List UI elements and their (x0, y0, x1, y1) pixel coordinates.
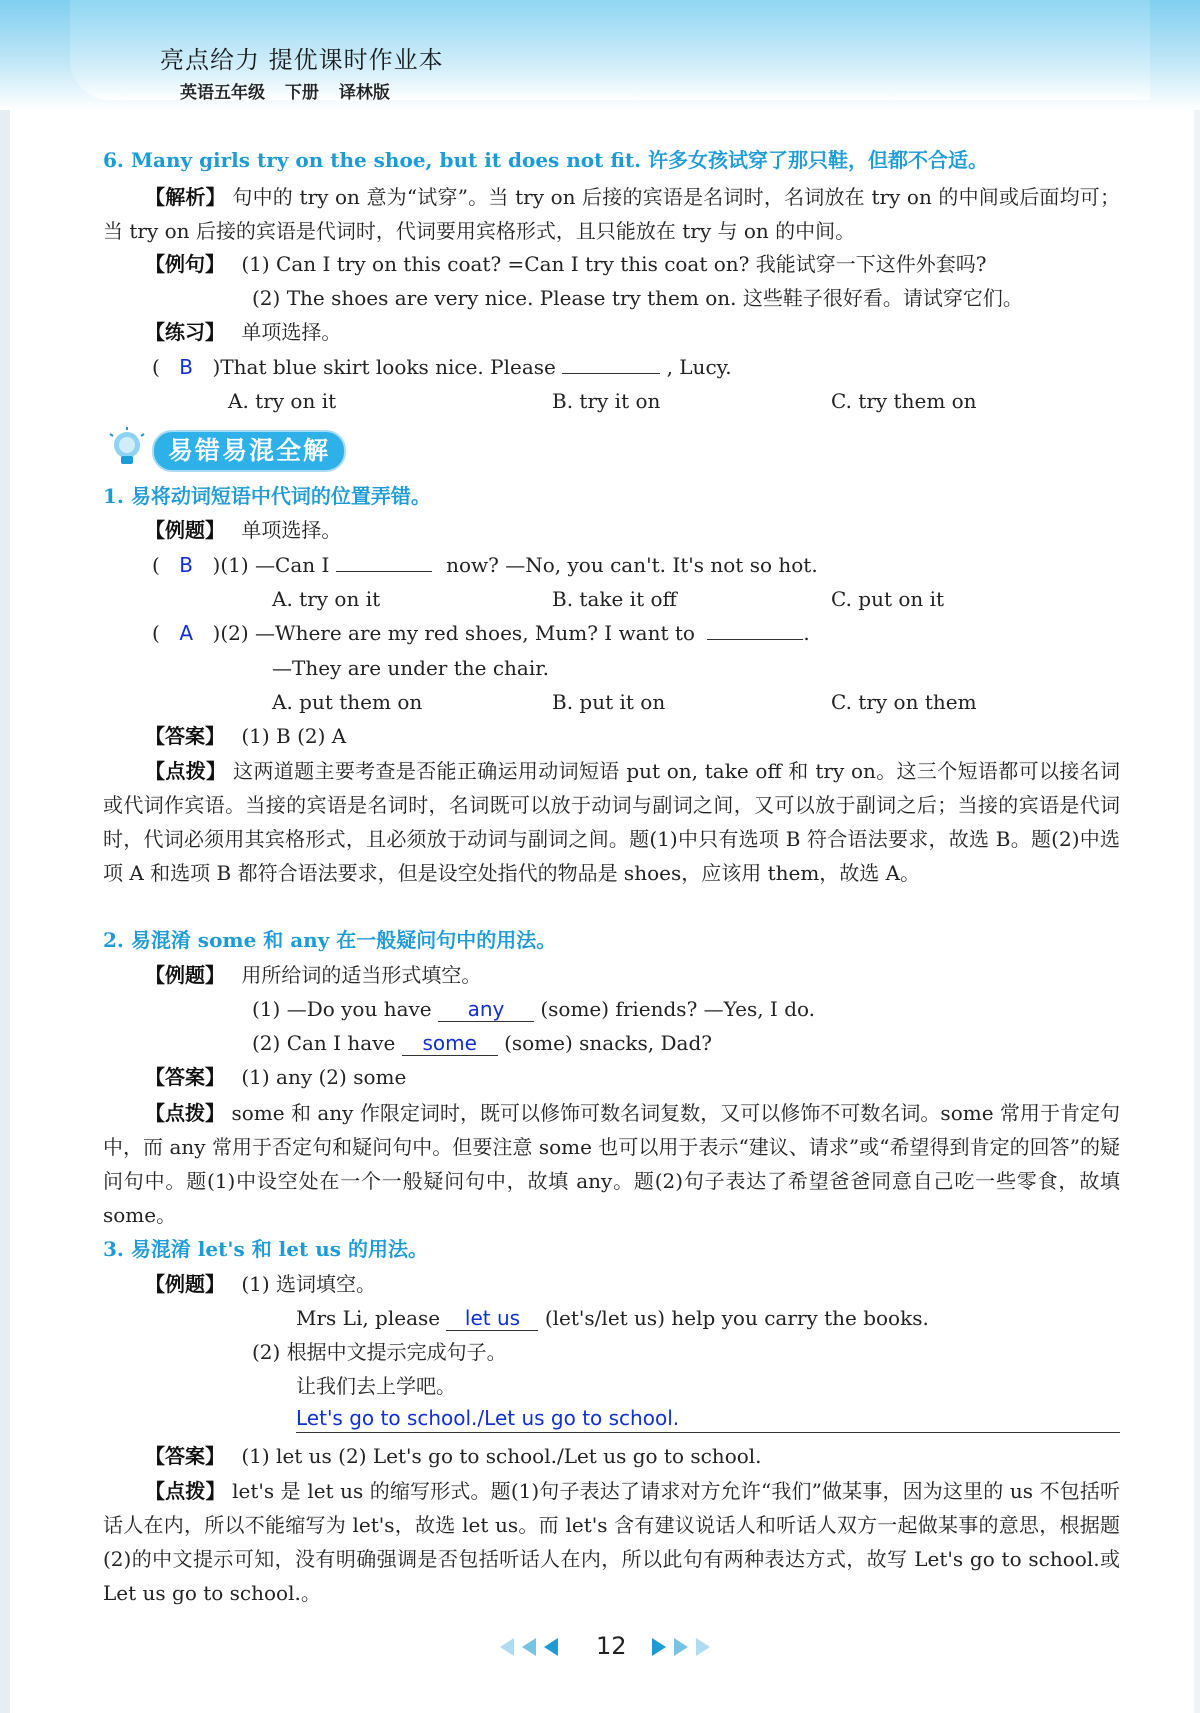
error-2-question-2 (252, 1033, 712, 1056)
example-sentence-2: (2) The shoes are very nice. Please try them on. 这些鞋子很好看。请试穿它们。 (252, 286, 1023, 310)
q1-option-c: C. put on it (831, 587, 945, 611)
error-2-answer (145, 1067, 406, 1087)
answer-blank-some[interactable]: some (402, 1033, 498, 1056)
practice-tag: 【练习】 (145, 320, 225, 344)
book-title: 亮点给力 提优课时作业本 (160, 46, 444, 74)
answer-tag: 【答案】 (145, 724, 225, 748)
option-b: B. try it on (552, 389, 661, 413)
tip-tag: 【点拨】 (145, 759, 227, 783)
page-left-edge (0, 0, 10, 1713)
error-2-tip (103, 1096, 1120, 1232)
q2-option-b: B. put it on (552, 690, 666, 714)
lightbulb-icon (104, 426, 150, 472)
answer-blank[interactable] (707, 637, 803, 640)
task-label: 单项选择。 (241, 518, 342, 542)
error-2-question-1 (252, 999, 815, 1022)
q2-option-c: C. try on them (831, 690, 977, 714)
section-banner (104, 426, 364, 472)
answer-tag: 【答案】 (145, 1065, 225, 1089)
tip-tag: 【点拨】 (145, 1101, 226, 1125)
error-3-heading: 3. 易混淆 let's 和 let us 的用法。 (103, 1237, 428, 1261)
error-1-heading: 1. 易将动词短语中代词的位置弄错。 (103, 484, 431, 508)
error-1-question-1: ( B )(1) —Can I now? —No, you can't. It's not so hot. (152, 553, 818, 577)
example-question-tag: 【例题】 (145, 963, 225, 987)
answer-tag: 【答案】 (145, 1444, 225, 1468)
option-c: C. try them on (831, 389, 977, 413)
question-1-tail: (let's/let us) help you carry the books. (544, 1306, 929, 1330)
answer-text: (1) any (2) some (241, 1065, 407, 1089)
q1-option-a: A. try on it (272, 587, 381, 611)
error-1-tip (103, 754, 1120, 890)
question-1-text: (1) —Do you have (252, 997, 432, 1021)
example-tag: 【例句】 (145, 252, 225, 276)
answer-blank[interactable] (562, 371, 660, 374)
part-1-label: (1) 选词填空。 (241, 1272, 377, 1296)
error-3-part-1 (145, 1274, 376, 1294)
part-2-chinese-prompt: 让我们去上学吧。 (296, 1374, 456, 1398)
question-1-answer: B (179, 553, 194, 577)
analysis-tag: 【解析】 (145, 185, 226, 209)
answer-text: (1) let us (2) Let's go to school./Let us go to school. (241, 1444, 762, 1468)
point-6-heading: 6. Many girls try on the shoe, but it does not fit. 许多女孩试穿了那只鞋，但都不合适。 (103, 148, 989, 172)
error-1-question-2: ( A )(2) —Where are my red shoes, Mum? I want to . (152, 621, 810, 645)
page-footer (500, 1630, 720, 1664)
error-3-answer (145, 1446, 762, 1466)
question-paren: ( (152, 355, 160, 379)
question-text: )That blue skirt looks nice. Please (212, 355, 556, 379)
tip-text: let's 是 let us 的缩写形式。题(1)句子表达了请求对方允许“我们”做某事，因为这里的 us 不包括听话人在内，所以不能缩写为 let's，故选 let us。而 let's 含有建议说话人和听话人双方一起做某事的意思，根据题(2)的中文提示可知，没有明确强调是否包括听话人在内，所以此句有两种表达方式，故写 Let's go to school.或 Let us go to school.。 (103, 1479, 1121, 1605)
q2-option-a: A. put them on (272, 690, 423, 714)
page-header (0, 0, 1200, 110)
error-2-task (145, 965, 481, 985)
answer-line-part-2[interactable]: Let's go to school./Let us go to school. (296, 1408, 1120, 1433)
example-sentence-1 (145, 254, 986, 274)
question-2-tail: (some) snacks, Dad? (504, 1031, 712, 1055)
question-2-text: )(2) —Where are my red shoes, Mum? I want to (212, 621, 695, 645)
part-2-label: (2) 根据中文提示完成句子。 (252, 1340, 507, 1364)
q1-option-b: B. take it off (552, 587, 677, 611)
option-a: A. try on it (228, 389, 337, 413)
answer-blank-let-us[interactable]: let us (446, 1308, 538, 1331)
practice-label: 单项选择。 (241, 320, 342, 344)
answer-text: (1) B (2) A (241, 724, 347, 748)
error-2-heading: 2. 易混淆 some 和 any 在一般疑问句中的用法。 (103, 928, 557, 952)
question-tail: , Lucy. (666, 355, 732, 379)
tip-text: some 和 any 作限定词时，既可以修饰可数名词复数，又可以修饰不可数名词。some 常用于肯定句中，而 any 常用于否定句和疑问句中。但要注意 some 也可以用于表示“建议、请求”或“希望得到肯定的回答”的疑问句中。题(1)中设空处在一个一般疑问句中，故填 any。题(2)句子表达了希望爸爸同意自己吃一些零食，故填 some。 (103, 1101, 1121, 1227)
left-arrow-icon (500, 1638, 514, 1656)
example-1-text: (1) Can I try on this coat? =Can I try this coat on? 我能试穿一下这件外套吗? (241, 252, 987, 276)
tip-text: 这两道题主要考查是否能正确运用动词短语 put on, take off 和 try on。这三个短语都可以接名词或代词作宾语。当接的宾语是名词时，名词既可以放于动词与副词之间，又可以放于副词之后；当接的宾语是代词时，代词必须用其宾格形式，且必须放于动词与副词之间。题(1)中只有选项 B 符合语法要求，故选 B。题(2)中选项 A 和选项 B 都符合语法要求，但是设空处指代的物品是 shoes，应该用 them，故选 A。 (103, 759, 1120, 885)
task-label: 用所给词的适当形式填空。 (241, 963, 482, 987)
point-6-analysis (103, 180, 1120, 248)
answer-blank[interactable] (336, 569, 432, 572)
question-2-text: (2) Can I have (252, 1031, 396, 1055)
book-subtitle: 英语五年级 下册 译林版 (180, 83, 390, 103)
error-1-task (145, 520, 341, 540)
error-3-question-1 (296, 1308, 929, 1331)
right-arrow-icon (674, 1638, 688, 1656)
section-title: 易错易混全解 (152, 430, 346, 472)
page-number: 12 (596, 1632, 627, 1660)
question-2-reply: —They are under the chair. (272, 656, 549, 680)
analysis-text: 句中的 try on 意为“试穿”。当 try on 后接的宾语是名词时，名词放在 try on 的中间或后面均可；当 try on 后接的宾语是代词时，代词要用宾格形式，且只能放在 try 与 on 的中间。 (103, 185, 1120, 243)
tip-tag: 【点拨】 (145, 1479, 226, 1503)
question-1-text: )(1) —Can I (212, 553, 330, 577)
left-arrow-icon (544, 1638, 558, 1656)
right-arrow-icon (696, 1638, 710, 1656)
question-1-tail: (some) friends? —Yes, I do. (540, 997, 816, 1021)
right-arrow-icon (652, 1638, 666, 1656)
question-answer: B (179, 355, 194, 379)
question-1-tail: now? —No, you can't. It's not so hot. (446, 553, 818, 577)
question-1-text: Mrs Li, please (296, 1306, 441, 1330)
error-1-answer (145, 726, 346, 746)
left-arrow-icon (522, 1638, 536, 1656)
answer-blank-any[interactable]: any (438, 999, 534, 1022)
practice-line (145, 322, 341, 342)
error-3-tip (103, 1474, 1120, 1610)
example-question-tag: 【例题】 (145, 1272, 225, 1296)
question-2-tail: . (803, 621, 810, 645)
practice-question (152, 357, 732, 377)
example-question-tag: 【例题】 (145, 518, 225, 542)
question-2-answer: A (179, 621, 194, 645)
page-right-edge (1194, 0, 1200, 1713)
